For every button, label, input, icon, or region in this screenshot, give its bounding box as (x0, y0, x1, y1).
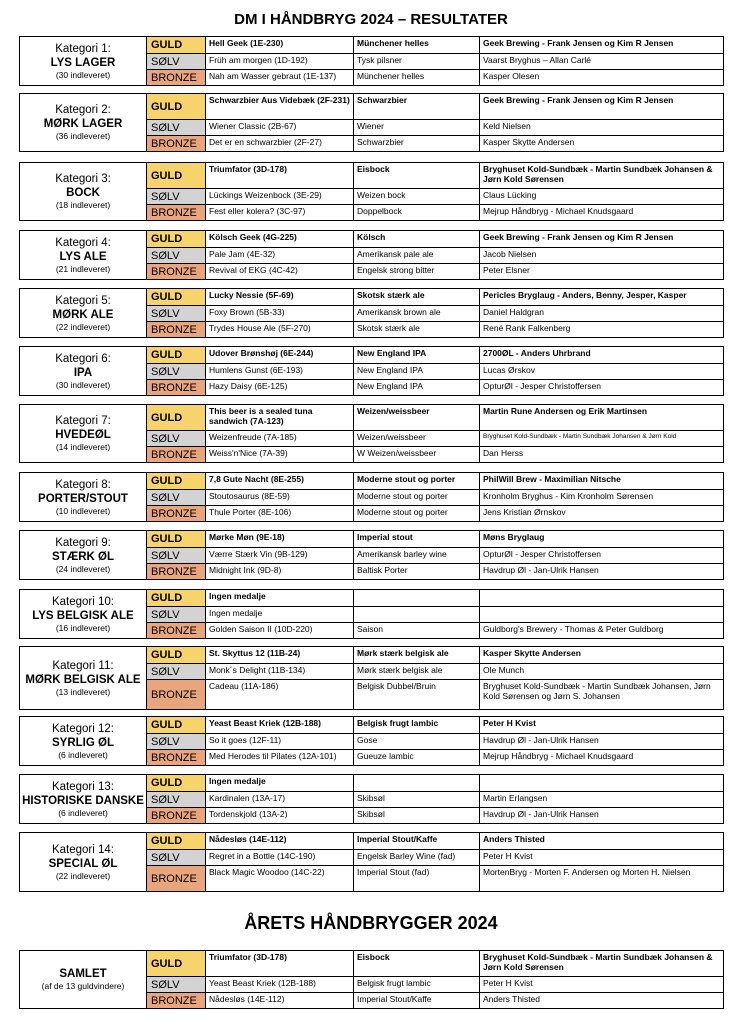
silver-medal: SØLV (147, 734, 206, 750)
category-label: Kategori 3: (55, 173, 111, 185)
beer-entry: Nådesløs (14E-112) (206, 993, 354, 1009)
beer-style: Saison (354, 623, 480, 639)
bronze-medal: BRONZE (147, 322, 206, 338)
entry-count: (13 indleveret) (55, 686, 111, 697)
beer-brewer: Daniel Haldgran (480, 306, 724, 322)
beer-style: Doppelbock (354, 205, 480, 221)
silver-medal: SØLV (147, 189, 206, 205)
category-table (19, 288, 724, 338)
entry-count: (14 indleveret) (55, 442, 111, 452)
beer-entry: Thule Porter (8E-106) (206, 506, 354, 522)
beer-brewer: MortenBryg - Morten F. Andersen og Morten H. Nielsen (480, 866, 724, 892)
beer-brewer: Ole Munch (480, 664, 724, 680)
entry-count: (16 indleveret) (55, 622, 111, 633)
category-name: MØRK ALE (52, 308, 114, 321)
beer-brewer: Peter Elsner (480, 264, 724, 280)
silver-medal: SØLV (147, 306, 206, 322)
beer-brewer: Kasper Skytte Andersen (480, 136, 724, 152)
beer-brewer: Peter H Kvist (480, 717, 724, 734)
beer-brewer: Havdrup Øl - Jan-Ulrik Hansen (480, 734, 724, 750)
gold-medal: GULD (147, 951, 206, 977)
beer-style: Skotsk stærk ale (354, 289, 480, 306)
beer-style: Eisbock (354, 951, 480, 977)
beer-brewer: Peter H Kvist (480, 850, 724, 866)
beer-entry: Golden Saison II (10D-220) (206, 623, 354, 639)
entry-count: (22 indleveret) (55, 870, 111, 881)
beer-brewer: Møns Bryglaug (480, 531, 724, 548)
category-label: Kategori 13: (51, 780, 114, 793)
beer-entry: Mørke Møn (9E-18) (206, 531, 354, 548)
beer-style (354, 590, 480, 607)
beer-style: New England IPA (354, 364, 480, 380)
gold-medal: GULD (147, 37, 206, 54)
beer-brewer: Dan Herss (480, 447, 724, 463)
beer-entry: Med Herodes til Pilates (12A-101) (206, 750, 354, 766)
bronze-medal: BRONZE (147, 264, 206, 280)
beer-brewer: Pericles Bryglaug - Anders, Benny, Jesper, Kasper (480, 289, 724, 306)
beer-style: New England IPA (354, 347, 480, 364)
beer-entry: Fest eller kolera? (3C-97) (206, 205, 354, 221)
beer-style: Münchener helles (354, 70, 480, 86)
category-table (19, 346, 724, 396)
beer-entry: Udover Brønshøj (6E-244) (206, 347, 354, 364)
beer-style: Skotsk stærk ale (354, 322, 480, 338)
beer-style: Eisbock (354, 163, 480, 189)
bronze-medal: BRONZE (147, 380, 206, 396)
beer-brewer: Anders Thisted (480, 833, 724, 850)
beer-style (354, 775, 480, 792)
beer-style: Amerikansk brown ale (354, 306, 480, 322)
beer-brewer: Bryghuset Kold-Sundbæk - Martin Sundbæk Johansen, Jørn Kold Sørensen og Jørn S. Johansen (480, 680, 724, 710)
beer-entry: Regret in a Bottle (14C-190) (206, 850, 354, 866)
category-name: SPECIAL ØL (48, 857, 118, 870)
beer-entry: Black Magic Woodoo (14C-22) (206, 866, 354, 892)
beer-brewer: Claus Lücking (480, 189, 724, 205)
bronze-medal: BRONZE (147, 623, 206, 639)
beer-brewer: Jacob Nielsen (480, 248, 724, 264)
beer-style: Schwarzbier (354, 94, 480, 120)
category-label: Kategori 4: (55, 236, 111, 249)
category-label: Kategori 10: (51, 595, 114, 608)
beer-entry: This beer is a sealed tuna sandwich (7A-123) (206, 405, 354, 431)
category-name: SAMLET (59, 968, 107, 980)
beer-entry: Midnight Ink (9D-8) (206, 564, 354, 580)
beer-brewer: Vaarst Bryghus – Allan Carlé (480, 54, 724, 70)
gold-medal: GULD (147, 94, 206, 120)
beer-brewer: OpturØl - Jesper Christoffersen (480, 548, 724, 564)
bronze-medal: BRONZE (147, 866, 206, 892)
gold-medal: GULD (147, 347, 206, 364)
category-table (19, 162, 724, 221)
gold-medal: GULD (147, 405, 206, 431)
category-name: BOCK (66, 187, 100, 199)
gold-medal: GULD (147, 717, 206, 734)
beer-entry: Trydes House Ale (5F-270) (206, 322, 354, 338)
beer-style: Moderne stout og porter (354, 506, 480, 522)
beer-entry: Weiss'n'Nice (7A-39) (206, 447, 354, 463)
beer-brewer: Havdrup Øl - Jan-Ulrik Hansen (480, 808, 724, 824)
beer-brewer: Mejrup Håndbryg - Michael Knudsgaard (480, 750, 724, 766)
silver-medal: SØLV (147, 490, 206, 506)
overall-section-title: ÅRETS HÅNDBRYGGER 2024 (244, 913, 498, 933)
beer-style: Baltisk Porter (354, 564, 480, 580)
beer-entry: So it goes (12F-11) (206, 734, 354, 750)
beer-entry: Humlens Gunst (6E-193) (206, 364, 354, 380)
beer-brewer: Guldborg's Brewery - Thomas & Peter Guldborg (480, 623, 724, 639)
result-row (20, 775, 724, 792)
entry-count: (6 indleveret) (58, 749, 108, 760)
gold-medal: GULD (147, 775, 206, 792)
category-table (19, 230, 724, 280)
result-row (20, 37, 724, 54)
result-row (20, 94, 724, 120)
result-row (20, 951, 724, 977)
beer-brewer: Geek Brewing - Frank Jensen og Kim R Jensen (480, 231, 724, 248)
beer-brewer: Bryghuset Kold-Sundbæk - Martin Sundbæk Johansen & Jørn Kold Sørensen (480, 951, 724, 977)
gold-medal: GULD (147, 289, 206, 306)
beer-style: Münchener helles (354, 37, 480, 54)
beer-brewer: Kasper Skytte Andersen (480, 647, 724, 664)
beer-style: New England IPA (354, 380, 480, 396)
gold-medal: GULD (147, 531, 206, 548)
category-name: MØRK LAGER (43, 118, 123, 130)
silver-medal: SØLV (147, 664, 206, 680)
beer-entry: Hazy Daisy (6E-125) (206, 380, 354, 396)
silver-medal: SØLV (147, 248, 206, 264)
beer-entry: Hell Geek (1E-230) (206, 37, 354, 54)
category-table (19, 589, 724, 639)
beer-style: Mørk stærk belgisk ale (354, 664, 480, 680)
entry-count: (af de 13 guldvindere) (41, 981, 125, 991)
beer-entry: Revival of EKG (4C-42) (206, 264, 354, 280)
beer-style: Imperial Stout (fad) (354, 866, 480, 892)
beer-style: Imperial Stout/Kaffe (354, 993, 480, 1009)
beer-entry: Schwarzbier Aus Videbæk (2F-231) (206, 94, 354, 120)
entry-count: (22 indleveret) (55, 321, 111, 332)
bronze-medal: BRONZE (147, 750, 206, 766)
silver-medal: SØLV (147, 607, 206, 623)
beer-style: Imperial Stout/Kaffe (354, 833, 480, 850)
category-table (19, 36, 724, 86)
beer-entry: Triumfator (3D-178) (206, 163, 354, 189)
beer-brewer: Geek Brewing - Frank Jensen og Kim R Jensen (480, 94, 724, 120)
beer-entry: Ingen medalje (206, 607, 354, 623)
result-row (20, 231, 724, 248)
beer-brewer: Martin Erlangsen (480, 792, 724, 808)
overall-table (19, 950, 724, 1009)
beer-brewer: OpturØl - Jesper Christoffersen (480, 380, 724, 396)
category-cell (20, 531, 147, 580)
beer-brewer: Havdrup Øl - Jan-Ulrik Hansen (480, 564, 724, 580)
category-table (19, 832, 724, 892)
beer-entry: Nah am Wasser gebraut (1E-137) (206, 70, 354, 86)
beer-entry: Nådesløs (14E-112) (206, 833, 354, 850)
category-cell (20, 231, 147, 280)
category-name: STÆRK ØL (52, 550, 114, 563)
beer-entry: Yeast Beast Kriek (12B-188) (206, 977, 354, 993)
category-label: Kategori 5: (55, 294, 111, 307)
beer-style: Kölsch (354, 231, 480, 248)
page-title: DM I HÅNDBRYG 2024 – RESULTATER (234, 11, 508, 28)
beer-brewer: Anders Thisted (480, 993, 724, 1009)
bronze-medal: BRONZE (147, 680, 206, 710)
entry-count: (18 indleveret) (55, 200, 111, 210)
beer-style: Tysk pilsner (354, 54, 480, 70)
category-name: LYS LAGER (50, 56, 116, 69)
silver-medal: SØLV (147, 54, 206, 70)
beer-brewer (480, 607, 724, 623)
beer-brewer: Bryghuset Kold-Sundbæk - Martin Sundbæk Johansen & Jørn Kold Sørensen (480, 163, 724, 189)
beer-style: Weizen bock (354, 189, 480, 205)
beer-brewer: Kronholm Bryghus - Kim Kronholm Sørensen (480, 490, 724, 506)
beer-entry: Foxy Brown (5B-33) (206, 306, 354, 322)
category-cell (20, 347, 147, 396)
result-row (20, 289, 724, 306)
entry-count: (24 indleveret) (55, 563, 111, 574)
beer-style: Belgisk frugt lambic (354, 717, 480, 734)
category-table (19, 774, 724, 824)
bronze-medal: BRONZE (147, 136, 206, 152)
category-cell (20, 833, 147, 892)
beer-brewer: Bryghuset Kold-Sundbæk - Martin Sundbæk Johansen & Jørn Kold (480, 431, 724, 447)
entry-count: (21 indleveret) (55, 263, 111, 274)
category-cell (20, 94, 147, 152)
result-row (20, 531, 724, 548)
bronze-medal: BRONZE (147, 564, 206, 580)
beer-entry: 7,8 Gute Nacht (8E-255) (206, 473, 354, 490)
gold-medal: GULD (147, 590, 206, 607)
beer-entry: Lucky Nessie (5F-69) (206, 289, 354, 306)
beer-style: W Weizen/weissbeer (354, 447, 480, 463)
category-table (19, 646, 724, 710)
beer-brewer: Mejrup Håndbryg - Michael Knudsgaard (480, 205, 724, 221)
result-row (20, 590, 724, 607)
silver-medal: SØLV (147, 850, 206, 866)
category-name: LYS BELGISK ALE (32, 609, 134, 622)
beer-style: Engelsk Barley Wine (fad) (354, 850, 480, 866)
category-label: Kategori 6: (55, 352, 111, 365)
beer-brewer: PhilWill Brew - Maximilian Nitsche (480, 473, 724, 490)
beer-entry: Ingen medalje (206, 590, 354, 607)
beer-entry: Ingen medalje (206, 775, 354, 792)
category-table (19, 716, 724, 766)
category-label: Kategori 12: (51, 722, 114, 735)
beer-entry: Wiener Classic (2B-67) (206, 120, 354, 136)
beer-entry: Stoutosaurus (8E-59) (206, 490, 354, 506)
category-name: LYS ALE (59, 250, 107, 263)
result-row (20, 347, 724, 364)
bronze-medal: BRONZE (147, 70, 206, 86)
beer-style: Skibsøl (354, 792, 480, 808)
beer-brewer: René Rank Falkenberg (480, 322, 724, 338)
bronze-medal: BRONZE (147, 205, 206, 221)
beer-entry: Værre Stærk Vin (9B-129) (206, 548, 354, 564)
beer-entry: Kardinalen (13A-17) (206, 792, 354, 808)
beer-style (354, 607, 480, 623)
category-label: Kategori 1: (55, 42, 111, 55)
category-label: Kategori 7: (55, 415, 111, 427)
category-name: PORTER/STOUT (38, 492, 128, 505)
beer-entry: Yeast Beast Kriek (12B-188) (206, 717, 354, 734)
silver-medal: SØLV (147, 120, 206, 136)
category-name: SYRLIG ØL (52, 736, 114, 749)
beer-entry: Kölsch Geek (4G-225) (206, 231, 354, 248)
category-cell (20, 405, 147, 463)
category-cell (20, 590, 147, 639)
category-name: HVEDEØL (55, 429, 111, 441)
result-row (20, 647, 724, 664)
beer-entry: St. Skyttus 12 (11B-24) (206, 647, 354, 664)
gold-medal: GULD (147, 473, 206, 490)
category-cell (20, 647, 147, 710)
beer-brewer (480, 775, 724, 792)
category-cell (20, 163, 147, 221)
category-cell (20, 37, 147, 86)
beer-style: Imperial stout (354, 531, 480, 548)
beer-entry: Monk´s Delight (11B-134) (206, 664, 354, 680)
result-row (20, 833, 724, 850)
category-cell (20, 951, 147, 1009)
gold-medal: GULD (147, 163, 206, 189)
category-label: Kategori 2: (55, 104, 111, 116)
silver-medal: SØLV (147, 364, 206, 380)
result-row (20, 717, 724, 734)
gold-medal: GULD (147, 231, 206, 248)
beer-style: Moderne stout og porter (354, 490, 480, 506)
category-table (19, 404, 724, 463)
category-cell (20, 289, 147, 338)
beer-brewer: Martin Rune Andersen og Erik Martinsen (480, 405, 724, 431)
beer-style: Gose (354, 734, 480, 750)
category-label: Kategori 14: (51, 843, 114, 856)
category-cell (20, 473, 147, 522)
category-name: IPA (73, 366, 93, 379)
beer-style: Weizen/weissbeer (354, 431, 480, 447)
silver-medal: SØLV (147, 431, 206, 447)
category-label: Kategori 9: (55, 536, 111, 549)
beer-brewer: Jens Kristian Ørnskov (480, 506, 724, 522)
bronze-medal: BRONZE (147, 447, 206, 463)
beer-style: Amerikansk pale ale (354, 248, 480, 264)
bronze-medal: BRONZE (147, 993, 206, 1009)
result-row (20, 473, 724, 490)
entry-count: (6 indleveret) (58, 807, 108, 818)
beer-entry: Pale Jam (4E-32) (206, 248, 354, 264)
beer-brewer: Keld Nielsen (480, 120, 724, 136)
beer-style: Schwarzbier (354, 136, 480, 152)
beer-style: Moderne stout og porter (354, 473, 480, 490)
beer-brewer: Peter H Kvist (480, 977, 724, 993)
beer-entry: Cadeau (11A-186) (206, 680, 354, 710)
category-cell (20, 717, 147, 766)
beer-style: Belgisk Dubbel/Bruin (354, 680, 480, 710)
beer-style: Mørk stærk belgisk ale (354, 647, 480, 664)
silver-medal: SØLV (147, 792, 206, 808)
beer-style: Gueuze lambic (354, 750, 480, 766)
bronze-medal: BRONZE (147, 506, 206, 522)
beer-entry: Det er en schwarzbier (2F-27) (206, 136, 354, 152)
silver-medal: SØLV (147, 977, 206, 993)
beer-brewer: Geek Brewing - Frank Jensen og Kim R Jensen (480, 37, 724, 54)
beer-style: Skibsøl (354, 808, 480, 824)
beer-brewer (480, 590, 724, 607)
beer-brewer: Lucas Ørskov (480, 364, 724, 380)
result-row (20, 405, 724, 431)
category-label: Kategori 11: (52, 659, 114, 672)
gold-medal: GULD (147, 647, 206, 664)
beer-style: Belgisk frugt lambic (354, 977, 480, 993)
beer-brewer: 2700ØL - Anders Uhrbrand (480, 347, 724, 364)
beer-entry: Lückings Weizenbock (3E-29) (206, 189, 354, 205)
category-cell (20, 775, 147, 824)
bronze-medal: BRONZE (147, 808, 206, 824)
beer-entry: Weizenfreude (7A-185) (206, 431, 354, 447)
entry-count: (30 indleveret) (55, 69, 111, 80)
beer-style: Amerikansk barley wine (354, 548, 480, 564)
beer-style: Weizen/weissbeer (354, 405, 480, 431)
gold-medal: GULD (147, 833, 206, 850)
category-table (19, 472, 724, 522)
beer-entry: Triumfator (3D-178) (206, 951, 354, 977)
beer-brewer: Kasper Olesen (480, 70, 724, 86)
entry-count: (30 indleveret) (55, 379, 111, 390)
category-table (19, 530, 724, 580)
beer-style: Wiener (354, 120, 480, 136)
category-label: Kategori 8: (55, 478, 111, 491)
beer-entry: Tordenskjold (13A-2) (206, 808, 354, 824)
entry-count: (10 indleveret) (55, 505, 111, 516)
beer-entry: Früh am morgen (1D-192) (206, 54, 354, 70)
category-name: MØRK BELGISK ALE (25, 673, 141, 686)
category-table (19, 93, 724, 152)
category-name: HISTORISKE DANSKE (22, 794, 144, 807)
entry-count: (36 indleveret) (55, 131, 111, 141)
result-row (20, 163, 724, 189)
silver-medal: SØLV (147, 548, 206, 564)
beer-style: Engelsk strong bitter (354, 264, 480, 280)
